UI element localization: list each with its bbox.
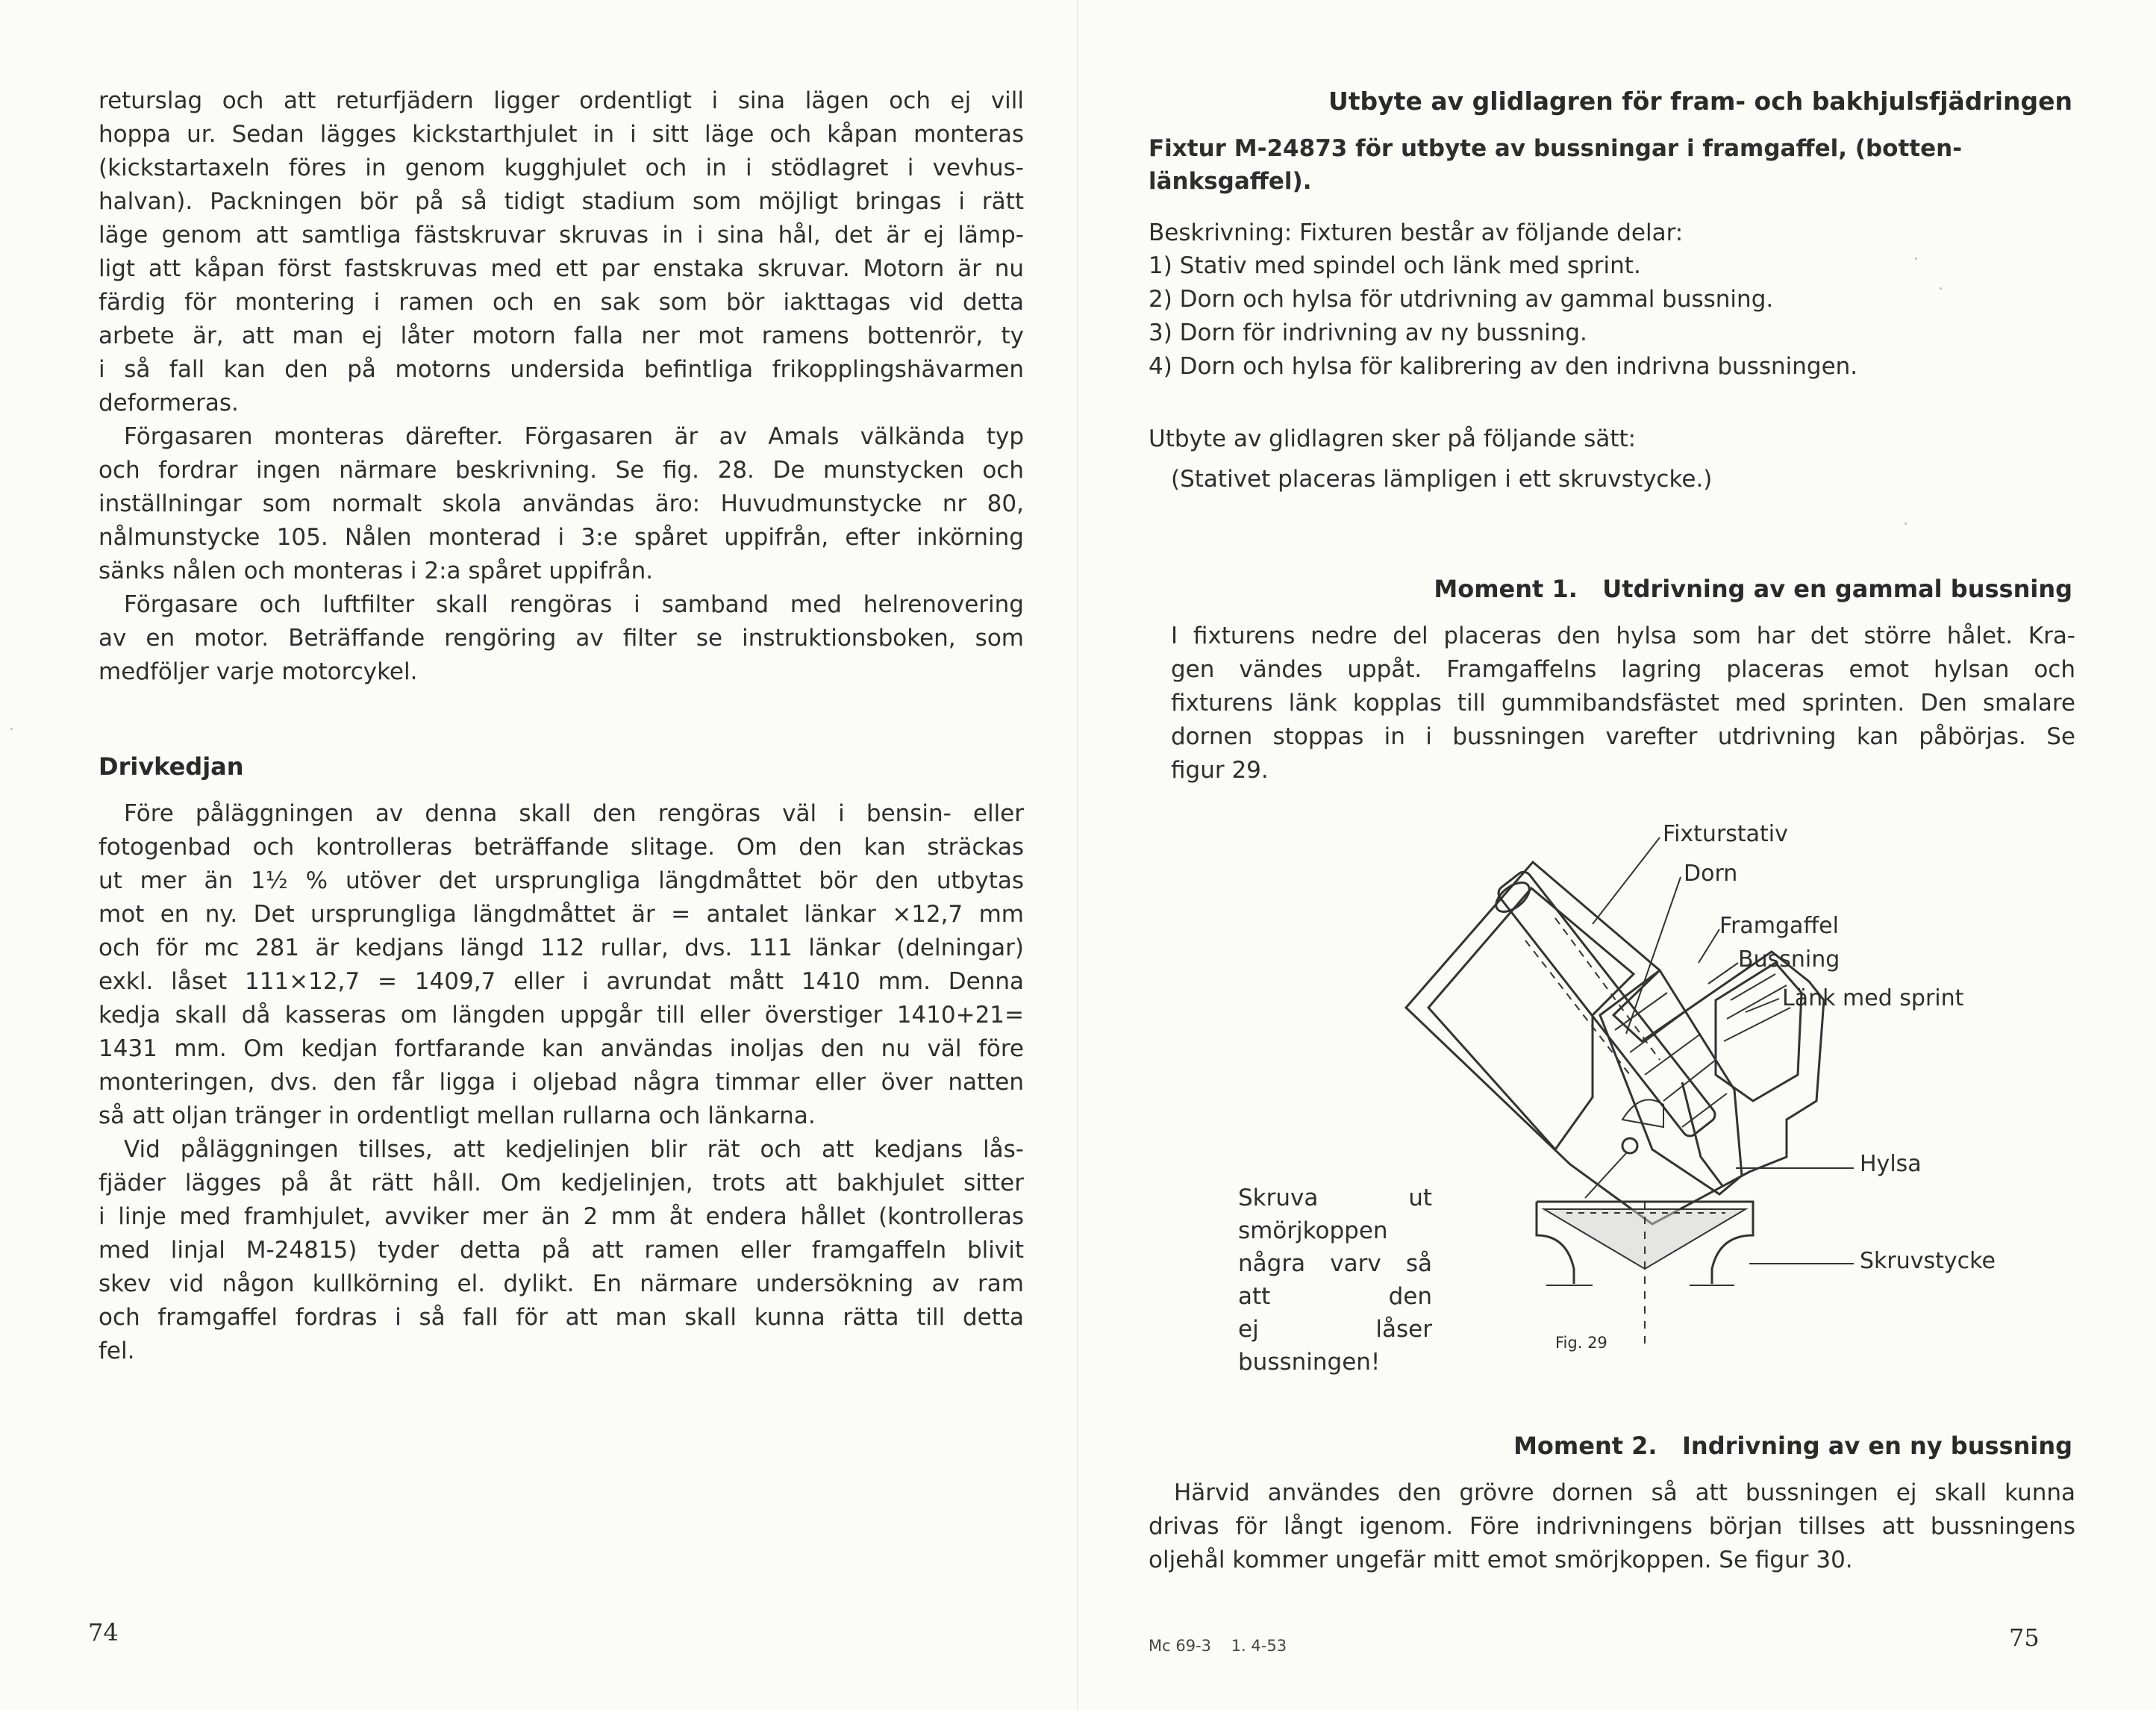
text-line: figur 29. xyxy=(1171,757,1269,784)
text-line: med linjal M-24815) tyder detta på att ramen eller framgaffeln blivit xyxy=(99,1237,1024,1264)
text-line: hoppa ur. Sedan lägges kickstarthjulet in i sitt läge och kåpan monteras xyxy=(99,121,1024,148)
right-page xyxy=(1078,0,2156,1710)
mandrel xyxy=(1496,869,1718,1139)
text-line: några varv så att den xyxy=(1238,1250,1432,1310)
text-line: mot en ny. Det ursprungliga längdmåttet är = antalet länkar ×12,7 mm xyxy=(99,901,1024,928)
text-line: kedja skall då kasseras om längden uppgår till eller överstiger 1410+21= xyxy=(99,1002,1024,1029)
text-line: I fixturens nedre del placeras den hylsa som har det större hålet. Kra- xyxy=(1171,622,2075,649)
sleeve xyxy=(1600,970,1742,1194)
text-line: Vid påläggningen tillses, att kedjelinjen blir rät och att kedjans lås- xyxy=(124,1136,1024,1163)
text-line: 1431 mm. Om kedjan fortfarande kan användas inoljas den nu väl före xyxy=(99,1035,1024,1062)
text-line: ej låser bussningen! xyxy=(1238,1316,1432,1376)
label-skruvstycke: Skruvstycke xyxy=(1860,1248,1996,1274)
text-line: fel. xyxy=(99,1338,135,1364)
text-line: så att oljan tränger in ordentligt mellan rullarna och länkarna. xyxy=(99,1102,816,1129)
text-line: Skruva ut smörjkoppen xyxy=(1238,1185,1432,1244)
list-item: 2) Dorn och hylsa för utdrivning av gammal bussning. xyxy=(1149,286,1774,313)
text-line: halvan). Packningen bör på så tidigt stadium som möjligt bringas i rätt xyxy=(99,188,1024,215)
text-line: och fordrar ingen närmare beskrivning. Se fig. 28. De munstycken och xyxy=(99,457,1024,484)
section-heading-drivkedjan: Drivkedjan xyxy=(99,752,244,781)
filter-paragraph xyxy=(99,588,1024,689)
text-line: Före påläggningen av denna skall den rengöras väl i bensin- eller xyxy=(124,800,1024,827)
speck xyxy=(1940,287,1942,290)
mounting-paragraph xyxy=(99,1133,1024,1368)
label-dorn: Dorn xyxy=(1684,861,1738,887)
text-line: monteringen, dvs. den får ligga i oljebad några timmar eller över natten xyxy=(99,1069,1024,1096)
label-fixturstativ: Fixturstativ xyxy=(1663,821,1788,847)
grease-nipple xyxy=(1622,1099,1663,1127)
text-line: ut mer än 1½ % utöver det ursprungliga längdmåttet bör den utbytas xyxy=(99,867,1024,894)
text-line: färdig för montering i ramen och en sak som bör iakttagas vid detta xyxy=(99,289,1024,316)
text-line: fixturens länk kopplas till gummibandsfästet med sprinten. Den smalare xyxy=(1171,690,2075,717)
text-line: länksgaffel). xyxy=(1149,168,1312,195)
text-line: deformeras. xyxy=(99,390,239,416)
label-bussning: Bussning xyxy=(1738,946,1840,973)
main-heading: Utbyte av glidlagren för fram- och bakhjulsfjädringen xyxy=(1328,87,2072,116)
text-line: inställningar som normalt skola användas äro: Huvudmunstycke nr 80, xyxy=(99,490,1024,517)
label-framgaffel: Framgaffel xyxy=(1719,913,1839,939)
moment2-heading: Moment 2. Indrivning av en ny bussning xyxy=(1513,1432,2072,1460)
moment1-heading: Moment 1. Utdrivning av en gammal bussning xyxy=(1434,575,2072,603)
leader-fixturstativ xyxy=(1593,837,1660,924)
text-line: oljehål kommer ungefär mitt emot smörjkoppen. Se figur 30. xyxy=(1149,1547,1853,1573)
text-line: i så fall kan den på motorns undersida befintliga frikopplingshävarmen xyxy=(99,356,1024,383)
text-line: Fixtur M-24873 för utbyte av bussningar i framgaffel, (botten- xyxy=(1149,135,1963,162)
text-line: arbete är, att man ej låter motorn falla ner mot ramens bottenrör, ty xyxy=(99,322,1024,349)
fixture-frame-inner xyxy=(1428,888,1634,1149)
speck xyxy=(10,728,13,730)
leader-bussning xyxy=(1708,963,1738,984)
text-line: och framgaffel fordras i så fall för att man skall kunna rätta till detta xyxy=(99,1304,1024,1331)
text-line: dornen stoppas in i bussningen varefter utdrivning kan påbörjas. Se xyxy=(1171,723,2075,750)
figure-caption: Fig. 29 xyxy=(1555,1334,1607,1352)
procedure-intro: Utbyte av glidlagren sker på följande sätt: xyxy=(1149,425,1637,452)
text-line: fjäder lägges på åt rätt håll. Om kedjelinjen, trots att bakhjulet sitter xyxy=(99,1170,1024,1196)
list-item: 3) Dorn för indrivning av ny bussning. xyxy=(1149,319,1587,346)
text-line: ligt att kåpan först fastskruvas med ett par enstaka skruvar. Motorn är nu xyxy=(99,255,1024,282)
moment2-paragraph xyxy=(1149,1476,2075,1577)
carburetor-paragraph xyxy=(99,420,1024,588)
page-number-right: 75 xyxy=(2009,1623,2040,1652)
text-line: exkl. låset 111×12,7 = 1409,7 eller i avrundat mått 1410 mm. Denna xyxy=(99,968,1024,995)
label-lank-med-sprint: Länk med sprint xyxy=(1782,985,1964,1011)
list-item: 4) Dorn och hylsa för kalibrering av den indrivna bussningen. xyxy=(1149,353,1858,380)
speck xyxy=(1915,258,1917,260)
chain-paragraph xyxy=(99,797,1024,1133)
text-line: gen vändes uppåt. Framgaffelns lagring placeras emot hylsan och xyxy=(1171,656,2075,683)
leader-framgaffel xyxy=(1699,929,1719,963)
leader-dorn xyxy=(1626,877,1681,1034)
text-line: Härvid användes den grövre dornen så att bussningen ej skall kunna xyxy=(1174,1479,2075,1506)
text-line: Förgasare och luftfilter skall rengöras i samband med helrenovering xyxy=(124,591,1024,618)
text-line: sänks nålen och monteras i 2:a spåret uppifrån. xyxy=(99,558,654,584)
label-hylsa: Hylsa xyxy=(1860,1151,1922,1177)
procedure-note: (Stativet placeras lämpligen i ett skruvstycke.) xyxy=(1171,466,1713,493)
text-line: Förgasaren monteras därefter. Förgasaren är av Amals välkända typ xyxy=(124,423,1024,450)
text-line: läge genom att samtliga fästskruvar skruvas in i sina hål, det är ej lämp- xyxy=(99,222,1024,249)
text-line: drivas för långt igenom. Före indrivningens början tillses att bussningens xyxy=(1149,1513,2075,1540)
text-line: av en motor. Beträffande rengöring av filter se instruktionsboken, som xyxy=(99,625,1024,652)
text-line: medföljer varje motorcykel. xyxy=(99,658,418,685)
text-line: fotogenbad och kontrolleras beträffande slitage. Om den kan sträckas xyxy=(99,834,1024,861)
text-line: i linje med framhjulet, avviker mer än 2 mm åt endera hållet (kontrolleras xyxy=(99,1203,1024,1230)
footer-code: Mc 69-3 1. 4-53 xyxy=(1149,1637,1287,1655)
text-line: och för mc 281 är kedjans längd 112 rullar, dvs. 111 länkar (delningar) xyxy=(99,934,1024,961)
list-item: 1) Stativ med spindel och länk med sprint. xyxy=(1149,252,1641,279)
text-line: returslag och att returfjädern ligger ordentligt i sina lägen och ej vill xyxy=(99,87,1024,114)
intro-paragraph xyxy=(99,84,1024,420)
text-line: (kickstartaxeln föres in genom kugghjulet och in i stödlagret i vevhus- xyxy=(99,155,1024,181)
description-label: Beskrivning: Fixturen består av följande delar: xyxy=(1149,219,1684,246)
text-line: skev vid någon kullkörning el. dylikt. En närmare undersökning av ram xyxy=(99,1270,1024,1297)
text-line: nålmunstycke 105. Nålen monterad i 3:e spåret uppifrån, efter inkörning xyxy=(99,524,1024,551)
page-number-left: 74 xyxy=(88,1618,119,1647)
speck xyxy=(1905,522,1907,525)
figure-note xyxy=(1238,1182,1432,1379)
